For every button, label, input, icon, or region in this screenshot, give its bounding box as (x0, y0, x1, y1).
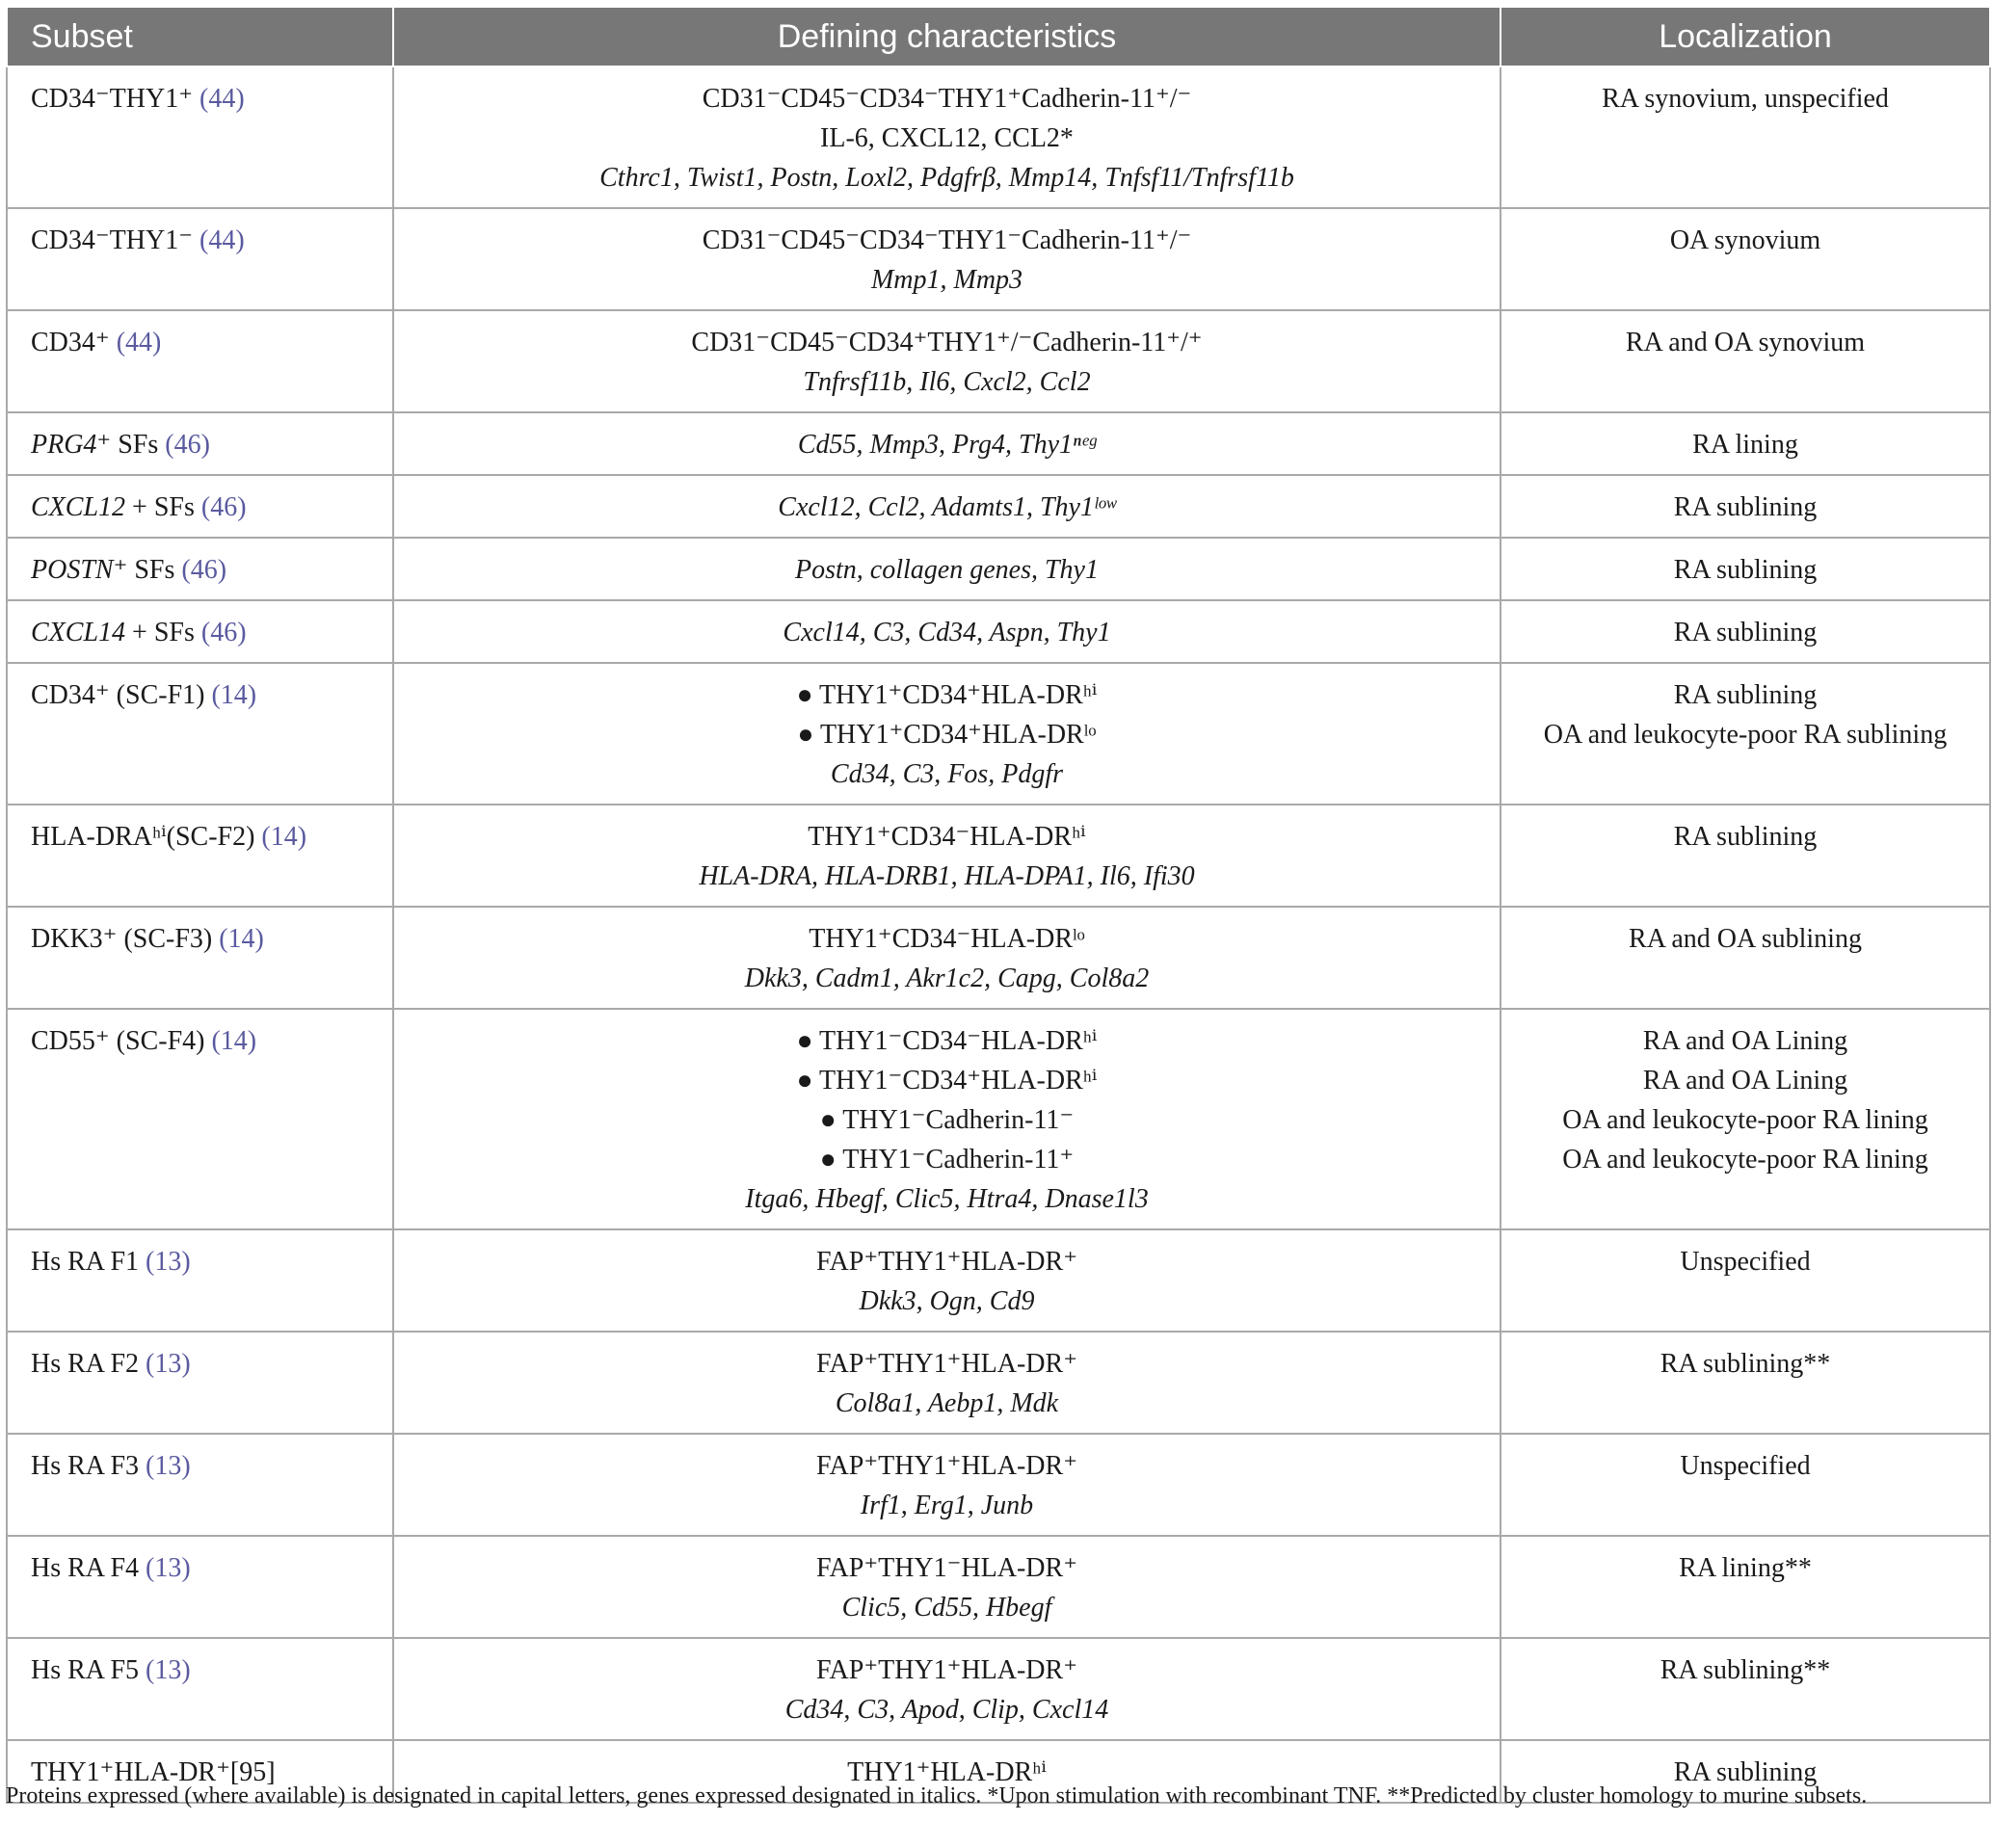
gene-expression-line: Dkk3, Cadm1, Akr1c2, Capg, Col8a2 (744, 964, 1150, 993)
defining-characteristics-cell (393, 538, 1501, 600)
localization-line: RA and OA sublining (1629, 924, 1862, 954)
defining-characteristics-cell (393, 475, 1501, 538)
subset-name: Hs RA F3 (31, 1451, 140, 1481)
reference-link[interactable]: (14) (211, 1026, 257, 1056)
table-body (7, 66, 1990, 1803)
localization-cell (1501, 475, 1990, 538)
localization-cell (1501, 1332, 1990, 1434)
defining-characteristics-cell (393, 412, 1501, 475)
subset-name: Hs RA F5 (31, 1655, 140, 1685)
localization-cell (1501, 663, 1990, 805)
localization-cell (1501, 1536, 1990, 1638)
protein-marker-line: CD31⁻CD45⁻CD34⁺THY1⁺/⁻Cadherin-11⁺/⁺ (691, 328, 1203, 357)
reference-link[interactable]: (46) (200, 618, 247, 647)
protein-marker-line: ● THY1⁺CD34⁺HLA-DRʰⁱ (796, 680, 1098, 710)
subset-suffix: SFs (127, 555, 175, 585)
subset-cell (7, 538, 393, 600)
table-row (7, 1229, 1990, 1332)
gene-expression-line: Dkk3, Ogn, Cd9 (859, 1286, 1035, 1316)
localization-line: RA lining** (1679, 1553, 1812, 1583)
defining-characteristics-cell (393, 663, 1501, 805)
subset-suffix: SFs (111, 430, 159, 460)
subset-name: Hs RA F1 (31, 1247, 140, 1277)
gene-expression-line: Mmp1, Mmp3 (870, 265, 1023, 295)
protein-marker-line: ● THY1⁻Cadherin-11⁺ (819, 1145, 1075, 1175)
column-header-subset: Subset (7, 7, 393, 66)
localization-line: OA and leukocyte-poor RA lining (1562, 1145, 1928, 1175)
reference-link[interactable]: (14) (211, 680, 257, 710)
protein-marker-line: FAP⁺THY1⁺HLA-DR⁺ (816, 1451, 1077, 1481)
defining-characteristics-cell (393, 66, 1501, 208)
reference-link[interactable]: (44) (199, 225, 245, 255)
protein-marker-line: FAP⁺THY1⁺HLA-DR⁺ (816, 1247, 1077, 1277)
localization-line: RA sublining (1673, 822, 1818, 852)
localization-cell (1501, 538, 1990, 600)
subset-name: HLA-DRAʰⁱ(SC-F2) (31, 822, 255, 852)
localization-cell (1501, 1229, 1990, 1332)
localization-cell (1501, 310, 1990, 412)
defining-characteristics-cell (393, 310, 1501, 412)
localization-cell (1501, 412, 1990, 475)
subset-cell (7, 475, 393, 538)
table-row (7, 1009, 1990, 1229)
defining-characteristics-cell (393, 907, 1501, 1009)
reference-link[interactable]: (13) (146, 1553, 191, 1583)
table-footnote: Proteins expressed (where available) is designated in capital letters, genes expressed designated in italics. *Upon stimulation with recombinant TNF. **Predicted by cluster homology to murine subsets. (6, 1783, 1868, 1808)
gene-expression-line: Cxcl12, Ccl2, Adamts1, Thy1ˡᵒʷ (778, 492, 1116, 522)
subset-name: Hs RA F4 (31, 1553, 140, 1583)
reference-link[interactable]: (44) (199, 84, 245, 114)
protein-marker-line: ● THY1⁺CD34⁺HLA-DRˡᵒ (797, 720, 1097, 750)
reference-link[interactable]: (13) (146, 1451, 191, 1481)
reference-link[interactable]: (46) (165, 430, 210, 460)
table-row (7, 208, 1990, 310)
header-row (7, 7, 1990, 66)
subset-name: CXCL12 (31, 492, 126, 522)
subset-cell (7, 412, 393, 475)
subset-suffix: + SFs (125, 492, 195, 522)
subset-name: POSTN⁺ (31, 555, 128, 585)
table-row (7, 66, 1990, 208)
subset-name: CXCL14 (31, 618, 126, 647)
localization-cell (1501, 66, 1990, 208)
subset-cell (7, 1434, 393, 1536)
subset-cell (7, 663, 393, 805)
subset-suffix: + SFs (125, 618, 195, 647)
protein-marker-line: ● THY1⁻CD34⁺HLA-DRʰⁱ (796, 1066, 1098, 1096)
subset-name: PRG4⁺ (31, 430, 112, 460)
gene-expression-line: HLA-DRA, HLA-DRB1, HLA-DPA1, Il6, Ifi30 (699, 861, 1195, 891)
gene-expression-line: Cd34, C3, Apod, Clip, Cxcl14 (784, 1695, 1109, 1725)
subset-cell (7, 1332, 393, 1434)
table-row (7, 412, 1990, 475)
subset-cell (7, 1638, 393, 1740)
table-row (7, 475, 1990, 538)
gene-expression-line: Irf1, Erg1, Junb (860, 1491, 1034, 1520)
localization-line: RA synovium, unspecified (1602, 84, 1889, 114)
subset-name: CD55⁺ (SC-F4) (31, 1026, 205, 1056)
localization-cell (1501, 1009, 1990, 1229)
subset-cell (7, 310, 393, 412)
defining-characteristics-cell (393, 1434, 1501, 1536)
reference-link[interactable]: (14) (261, 822, 307, 852)
table-container (6, 6, 1989, 1804)
localization-cell (1501, 208, 1990, 310)
defining-characteristics-cell (393, 1638, 1501, 1740)
localization-line: RA and OA Lining (1642, 1066, 1848, 1096)
localization-line: RA and OA Lining (1642, 1026, 1848, 1056)
reference-link[interactable]: (44) (116, 328, 162, 357)
subset-cell (7, 805, 393, 907)
defining-characteristics-cell (393, 1332, 1501, 1434)
localization-line: RA sublining (1673, 618, 1818, 647)
reference-link[interactable]: (46) (200, 492, 247, 522)
localization-line: Unspecified (1680, 1451, 1811, 1481)
localization-line: OA synovium (1669, 225, 1821, 255)
localization-cell (1501, 600, 1990, 663)
protein-marker-line: ● THY1⁻CD34⁻HLA-DRʰⁱ (796, 1026, 1098, 1056)
column-header-localization: Localization (1501, 7, 1990, 66)
localization-line: RA and OA synovium (1625, 328, 1866, 357)
localization-line: Unspecified (1680, 1247, 1811, 1277)
localization-cell (1501, 907, 1990, 1009)
table-row (7, 600, 1990, 663)
protein-marker-line: IL-6, CXCL12, CCL2* (820, 123, 1074, 153)
gene-expression-line: Cthrc1, Twist1, Postn, Loxl2, Pdgfrβ, Mmp14, Tnfsf11/Tnfrsf11b (599, 163, 1294, 193)
localization-cell (1501, 1638, 1990, 1740)
protein-marker-line: FAP⁺THY1⁻HLA-DR⁺ (816, 1553, 1077, 1583)
gene-expression-line: Cxcl14, C3, Cd34, Aspn, Thy1 (783, 618, 1111, 647)
defining-characteristics-cell (393, 1229, 1501, 1332)
reference-link[interactable]: (13) (146, 1247, 191, 1277)
protein-marker-line: THY1⁺CD34⁻HLA-DRʰⁱ (808, 822, 1086, 852)
gene-expression-line: Postn, collagen genes, Thy1 (795, 555, 1099, 585)
protein-marker-line: FAP⁺THY1⁺HLA-DR⁺ (816, 1349, 1077, 1379)
subset-cell (7, 66, 393, 208)
protein-marker-line: THY1⁺CD34⁻HLA-DRˡᵒ (809, 924, 1085, 954)
table-row (7, 805, 1990, 907)
table-row (7, 1536, 1990, 1638)
table-row (7, 907, 1990, 1009)
subset-name: CD34⁻THY1⁺ (31, 84, 193, 114)
table-row (7, 1434, 1990, 1536)
defining-characteristics-cell (393, 1009, 1501, 1229)
localization-line: RA sublining (1673, 492, 1818, 522)
gene-expression-line: Cd55, Mmp3, Prg4, Thy1ⁿᵉᵍ (797, 430, 1097, 460)
subset-cell (7, 1009, 393, 1229)
subset-name: Hs RA F2 (31, 1349, 140, 1379)
subset-name: DKK3⁺ (SC-F3) (31, 924, 213, 954)
defining-characteristics-cell (393, 600, 1501, 663)
localization-line: RA sublining (1673, 1757, 1818, 1787)
localization-line: RA sublining (1673, 555, 1818, 585)
gene-expression-line: Clic5, Cd55, Hbegf (841, 1593, 1052, 1623)
subset-name: CD34⁻THY1⁻ (31, 225, 193, 255)
subset-table (6, 6, 1991, 1804)
gene-expression-line: Tnfrsf11b, Il6, Cxcl2, Ccl2 (803, 367, 1091, 397)
subset-name: CD34⁺ (31, 328, 110, 357)
defining-characteristics-cell (393, 805, 1501, 907)
table-row (7, 310, 1990, 412)
subset-cell (7, 907, 393, 1009)
localization-line: RA lining (1692, 430, 1798, 460)
table-row (7, 538, 1990, 600)
table-row (7, 663, 1990, 805)
reference-link[interactable]: (46) (181, 555, 227, 585)
localization-line: OA and leukocyte-poor RA sublining (1543, 720, 1948, 750)
subset-cell (7, 600, 393, 663)
defining-characteristics-cell (393, 1536, 1501, 1638)
localization-line: RA sublining** (1660, 1349, 1831, 1379)
protein-marker-line: FAP⁺THY1⁺HLA-DR⁺ (816, 1655, 1077, 1685)
table-row (7, 1332, 1990, 1434)
subset-cell (7, 1229, 393, 1332)
localization-line: RA sublining (1673, 680, 1818, 710)
reference-link[interactable]: (13) (146, 1655, 191, 1685)
subset-name: THY1⁺HLA-DR⁺[95] (31, 1757, 276, 1787)
protein-marker-line: THY1⁺HLA-DRʰⁱ (847, 1757, 1047, 1787)
defining-characteristics-cell (393, 208, 1501, 310)
gene-expression-line: Itga6, Hbegf, Clic5, Htra4, Dnase1l3 (745, 1184, 1149, 1214)
table-row (7, 1638, 1990, 1740)
gene-expression-line: Col8a1, Aebp1, Mdk (835, 1388, 1059, 1418)
localization-line: RA sublining** (1660, 1655, 1831, 1685)
reference-link[interactable]: (14) (219, 924, 264, 954)
protein-marker-line: CD31⁻CD45⁻CD34⁻THY1⁻Cadherin-11⁺/⁻ (702, 225, 1192, 255)
protein-marker-line: ● THY1⁻Cadherin-11⁻ (819, 1105, 1075, 1135)
subset-cell (7, 1536, 393, 1638)
localization-cell (1501, 1434, 1990, 1536)
protein-marker-line: CD31⁻CD45⁻CD34⁻THY1⁺Cadherin-11⁺/⁻ (702, 84, 1192, 114)
localization-line: OA and leukocyte-poor RA lining (1562, 1105, 1928, 1135)
gene-expression-line: Cd34, C3, Fos, Pdgfr (830, 759, 1064, 789)
reference-link[interactable]: (13) (146, 1349, 191, 1379)
subset-cell (7, 208, 393, 310)
column-header-defining-characteristics: Defining characteristics (393, 7, 1501, 66)
subset-name: CD34⁺ (SC-F1) (31, 680, 205, 710)
localization-cell (1501, 805, 1990, 907)
